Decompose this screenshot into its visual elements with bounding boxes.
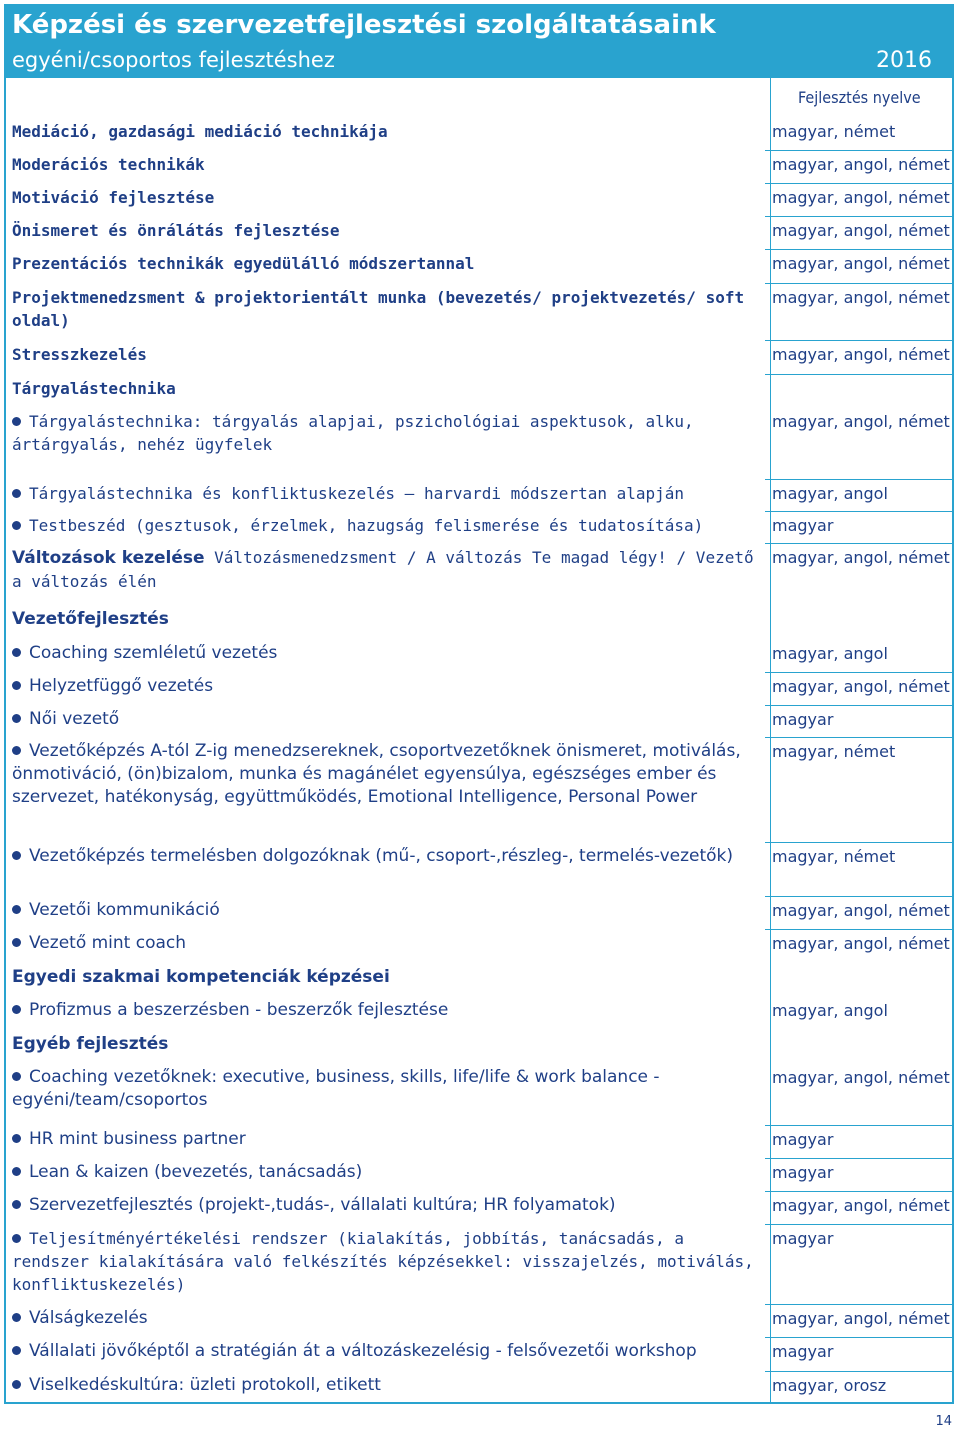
service-name-text: Coaching vezetőknek: executive, business, skills, life/life & work balance - egyéni/team/csoportos <box>12 1067 660 1110</box>
service-language: magyar <box>772 1229 834 1248</box>
row-divider <box>765 543 953 544</box>
service-name-text: Válságkezelés <box>29 1308 148 1328</box>
page-subtitle: egyéni/csoportos fejlesztéshez <box>12 48 335 72</box>
service-name-bold: Változások kezelése <box>12 548 205 568</box>
service-name <box>12 932 757 955</box>
service-name <box>12 999 757 1022</box>
service-name-text: Tárgyalástechnika és konfliktuskezelés – harvardi módszertan alapján <box>29 484 685 503</box>
service-language: magyar, angol, német <box>772 1068 950 1087</box>
service-name <box>12 1066 757 1112</box>
row-divider <box>765 216 953 217</box>
service-name <box>12 608 757 631</box>
service-name-text: Stresszkezelés <box>12 345 147 364</box>
bullet-icon <box>12 746 21 755</box>
service-language: magyar, német <box>772 122 896 141</box>
service-name <box>12 1033 757 1056</box>
service-name <box>12 252 757 275</box>
service-language: magyar, angol, német <box>772 901 950 920</box>
row-divider <box>765 672 953 673</box>
bullet-icon <box>12 417 21 426</box>
page-header <box>4 4 954 78</box>
service-language: magyar, angol, német <box>772 254 950 273</box>
service-name-text: Teljesítményértékelési rendszer (kialakítás, jobbítás, tanácsadás, a rendszer kialakítására való felkészítés képzésekkel: visszajelzés, motiválás, konfliktuskezelés) <box>12 1229 754 1294</box>
service-language: magyar, angol, német <box>772 221 950 240</box>
service-name-text: Vezetői kommunikáció <box>29 900 220 920</box>
service-name-text: Coaching szemléletű vezetés <box>29 643 278 663</box>
service-name <box>12 1194 757 1217</box>
bullet-icon <box>12 938 21 947</box>
bullet-icon <box>12 521 21 530</box>
service-name <box>12 1227 757 1296</box>
service-name-text: HR mint business partner <box>29 1129 246 1149</box>
row-divider <box>765 340 953 341</box>
row-divider <box>765 283 953 284</box>
service-name <box>12 410 757 456</box>
service-name-text: Motiváció fejlesztése <box>12 188 215 207</box>
page-year: 2016 <box>876 48 932 73</box>
service-name-text: Vezetőképzés A-tól Z-ig menedzsereknek, csoportvezetőknek önismeret, motiválás, önmotiváció, (ön)bizalom, munka és magánélet egyensúlya, egészséges ember és szervezet, hatékonyság, együttműködés, Emotional Intelligence, Personal Power <box>12 741 741 807</box>
service-name-text: Tárgyalástechnika: tárgyalás alapjai, pszichológiai aspektusok, alku, ártárgyalás, nehéz ügyfelek <box>12 412 694 454</box>
bullet-icon <box>12 1134 21 1143</box>
service-name-text: Moderációs technikák <box>12 155 205 174</box>
service-language: magyar, angol <box>772 644 888 663</box>
page-number: 14 <box>935 1414 952 1429</box>
row-divider <box>765 479 953 480</box>
row-divider <box>765 150 953 151</box>
bullet-icon <box>12 681 21 690</box>
bullet-icon <box>12 1072 21 1081</box>
page-title: Képzési és szervezetfejlesztési szolgáltatásaink <box>12 10 716 40</box>
service-name-text: Vezető mint coach <box>29 933 187 953</box>
bullet-icon <box>12 489 21 498</box>
row-divider <box>765 1224 953 1225</box>
service-language: magyar, angol, német <box>772 1196 950 1215</box>
row-divider <box>765 929 953 930</box>
service-language: magyar, angol, német <box>772 1309 950 1328</box>
row-divider <box>765 374 953 375</box>
column-divider <box>770 78 771 1402</box>
service-language: magyar, angol, német <box>772 345 950 364</box>
service-name-text: Női vezető <box>29 709 120 729</box>
service-name <box>12 675 757 698</box>
service-language: magyar, angol, német <box>772 155 950 174</box>
service-name <box>12 642 757 665</box>
bullet-icon <box>12 648 21 657</box>
service-name <box>12 514 757 537</box>
language-column-header: Fejlesztés nyelve <box>798 88 921 107</box>
service-language: magyar <box>772 710 834 729</box>
service-name <box>12 546 757 593</box>
service-name-text: Vállalati jövőképtől a stratégián át a változáskezelésig - felsővezetői workshop <box>29 1341 697 1361</box>
service-name-text: Mediáció, gazdasági mediáció technikája <box>12 122 388 141</box>
service-name-text: Helyzetfüggő vezetés <box>29 676 214 696</box>
service-name <box>12 1374 757 1397</box>
bullet-icon <box>12 905 21 914</box>
service-name <box>12 845 757 868</box>
service-name <box>12 740 757 809</box>
service-name-text: Önismeret és önrálátás fejlesztése <box>12 221 340 240</box>
service-name <box>12 343 757 366</box>
service-language: magyar <box>772 516 834 535</box>
service-language: magyar, angol <box>772 1001 888 1020</box>
service-name-text: Projektmenedzsment & projektorientált munka (bevezetés/ projektvezetés/ soft oldal) <box>12 288 745 330</box>
service-name <box>12 899 757 922</box>
service-language: magyar, német <box>772 847 896 866</box>
row-divider <box>765 1158 953 1159</box>
service-name-text: Vezetőképzés termelésben dolgozóknak (mű-, csoport-,részleg-, termelés-vezetők) <box>29 846 734 866</box>
row-divider <box>765 896 953 897</box>
bullet-icon <box>12 851 21 860</box>
bullet-icon <box>12 1005 21 1014</box>
service-name <box>12 482 757 505</box>
service-name <box>12 377 757 400</box>
service-name <box>12 120 757 143</box>
row-divider <box>765 511 953 512</box>
service-name-text: Lean & kaizen (bevezetés, tanácsadás) <box>29 1162 363 1182</box>
service-language: magyar, orosz <box>772 1376 887 1395</box>
row-divider <box>765 1371 953 1372</box>
service-name-text: Egyedi szakmai kompetenciák képzései <box>12 967 390 987</box>
row-divider <box>765 183 953 184</box>
bullet-icon <box>12 714 21 723</box>
row-divider <box>765 1337 953 1338</box>
bullet-icon <box>12 1346 21 1355</box>
service-language: magyar, angol, német <box>772 548 950 567</box>
service-language: magyar, angol, német <box>772 934 950 953</box>
service-language: magyar, angol, német <box>772 288 950 307</box>
service-language: magyar, angol, német <box>772 677 950 696</box>
bullet-icon <box>12 1313 21 1322</box>
bullet-icon <box>12 1200 21 1209</box>
service-name <box>12 1161 757 1184</box>
row-divider <box>765 1191 953 1192</box>
service-name-text: Viselkedéskultúra: üzleti protokoll, etikett <box>29 1375 381 1395</box>
bullet-icon <box>12 1234 21 1243</box>
service-name-text: Testbeszéd (gesztusok, érzelmek, hazugság felismerése és tudatosítása) <box>29 516 704 535</box>
row-divider <box>765 842 953 843</box>
service-name-text: Szervezetfejlesztés (projekt-,tudás-, vállalati kultúra; HR folyamatok) <box>29 1195 616 1215</box>
service-name-text: Változásmenedzsment / A változás Te magad légy! / Vezető a változás élén <box>12 548 754 591</box>
service-name <box>12 1128 757 1151</box>
service-name-text: Profizmus a beszerzésben - beszerzők fejlesztése <box>29 1000 449 1020</box>
service-name <box>12 966 757 989</box>
service-name <box>12 708 757 731</box>
service-name <box>12 286 757 332</box>
service-name <box>12 186 757 209</box>
row-divider <box>765 705 953 706</box>
service-name-text: Vezetőfejlesztés <box>12 609 169 629</box>
service-language: magyar, angol <box>772 484 888 503</box>
service-language: magyar <box>772 1342 834 1361</box>
row-divider <box>765 249 953 250</box>
service-language: magyar <box>772 1163 834 1182</box>
service-name <box>12 1340 757 1363</box>
bullet-icon <box>12 1167 21 1176</box>
service-name <box>12 1307 757 1330</box>
service-name <box>12 153 757 176</box>
service-language: magyar, német <box>772 742 896 761</box>
row-divider <box>765 1125 953 1126</box>
service-name <box>12 219 757 242</box>
service-name-text: Egyéb fejlesztés <box>12 1034 169 1054</box>
row-divider <box>765 737 953 738</box>
bullet-icon <box>12 1380 21 1389</box>
service-name-text: Tárgyalástechnika <box>12 379 176 398</box>
service-language: magyar, angol, német <box>772 412 950 431</box>
service-language: magyar <box>772 1130 834 1149</box>
service-language: magyar, angol, német <box>772 188 950 207</box>
row-divider <box>765 1304 953 1305</box>
service-name-text: Prezentációs technikák egyedülálló módszertannal <box>12 254 475 273</box>
